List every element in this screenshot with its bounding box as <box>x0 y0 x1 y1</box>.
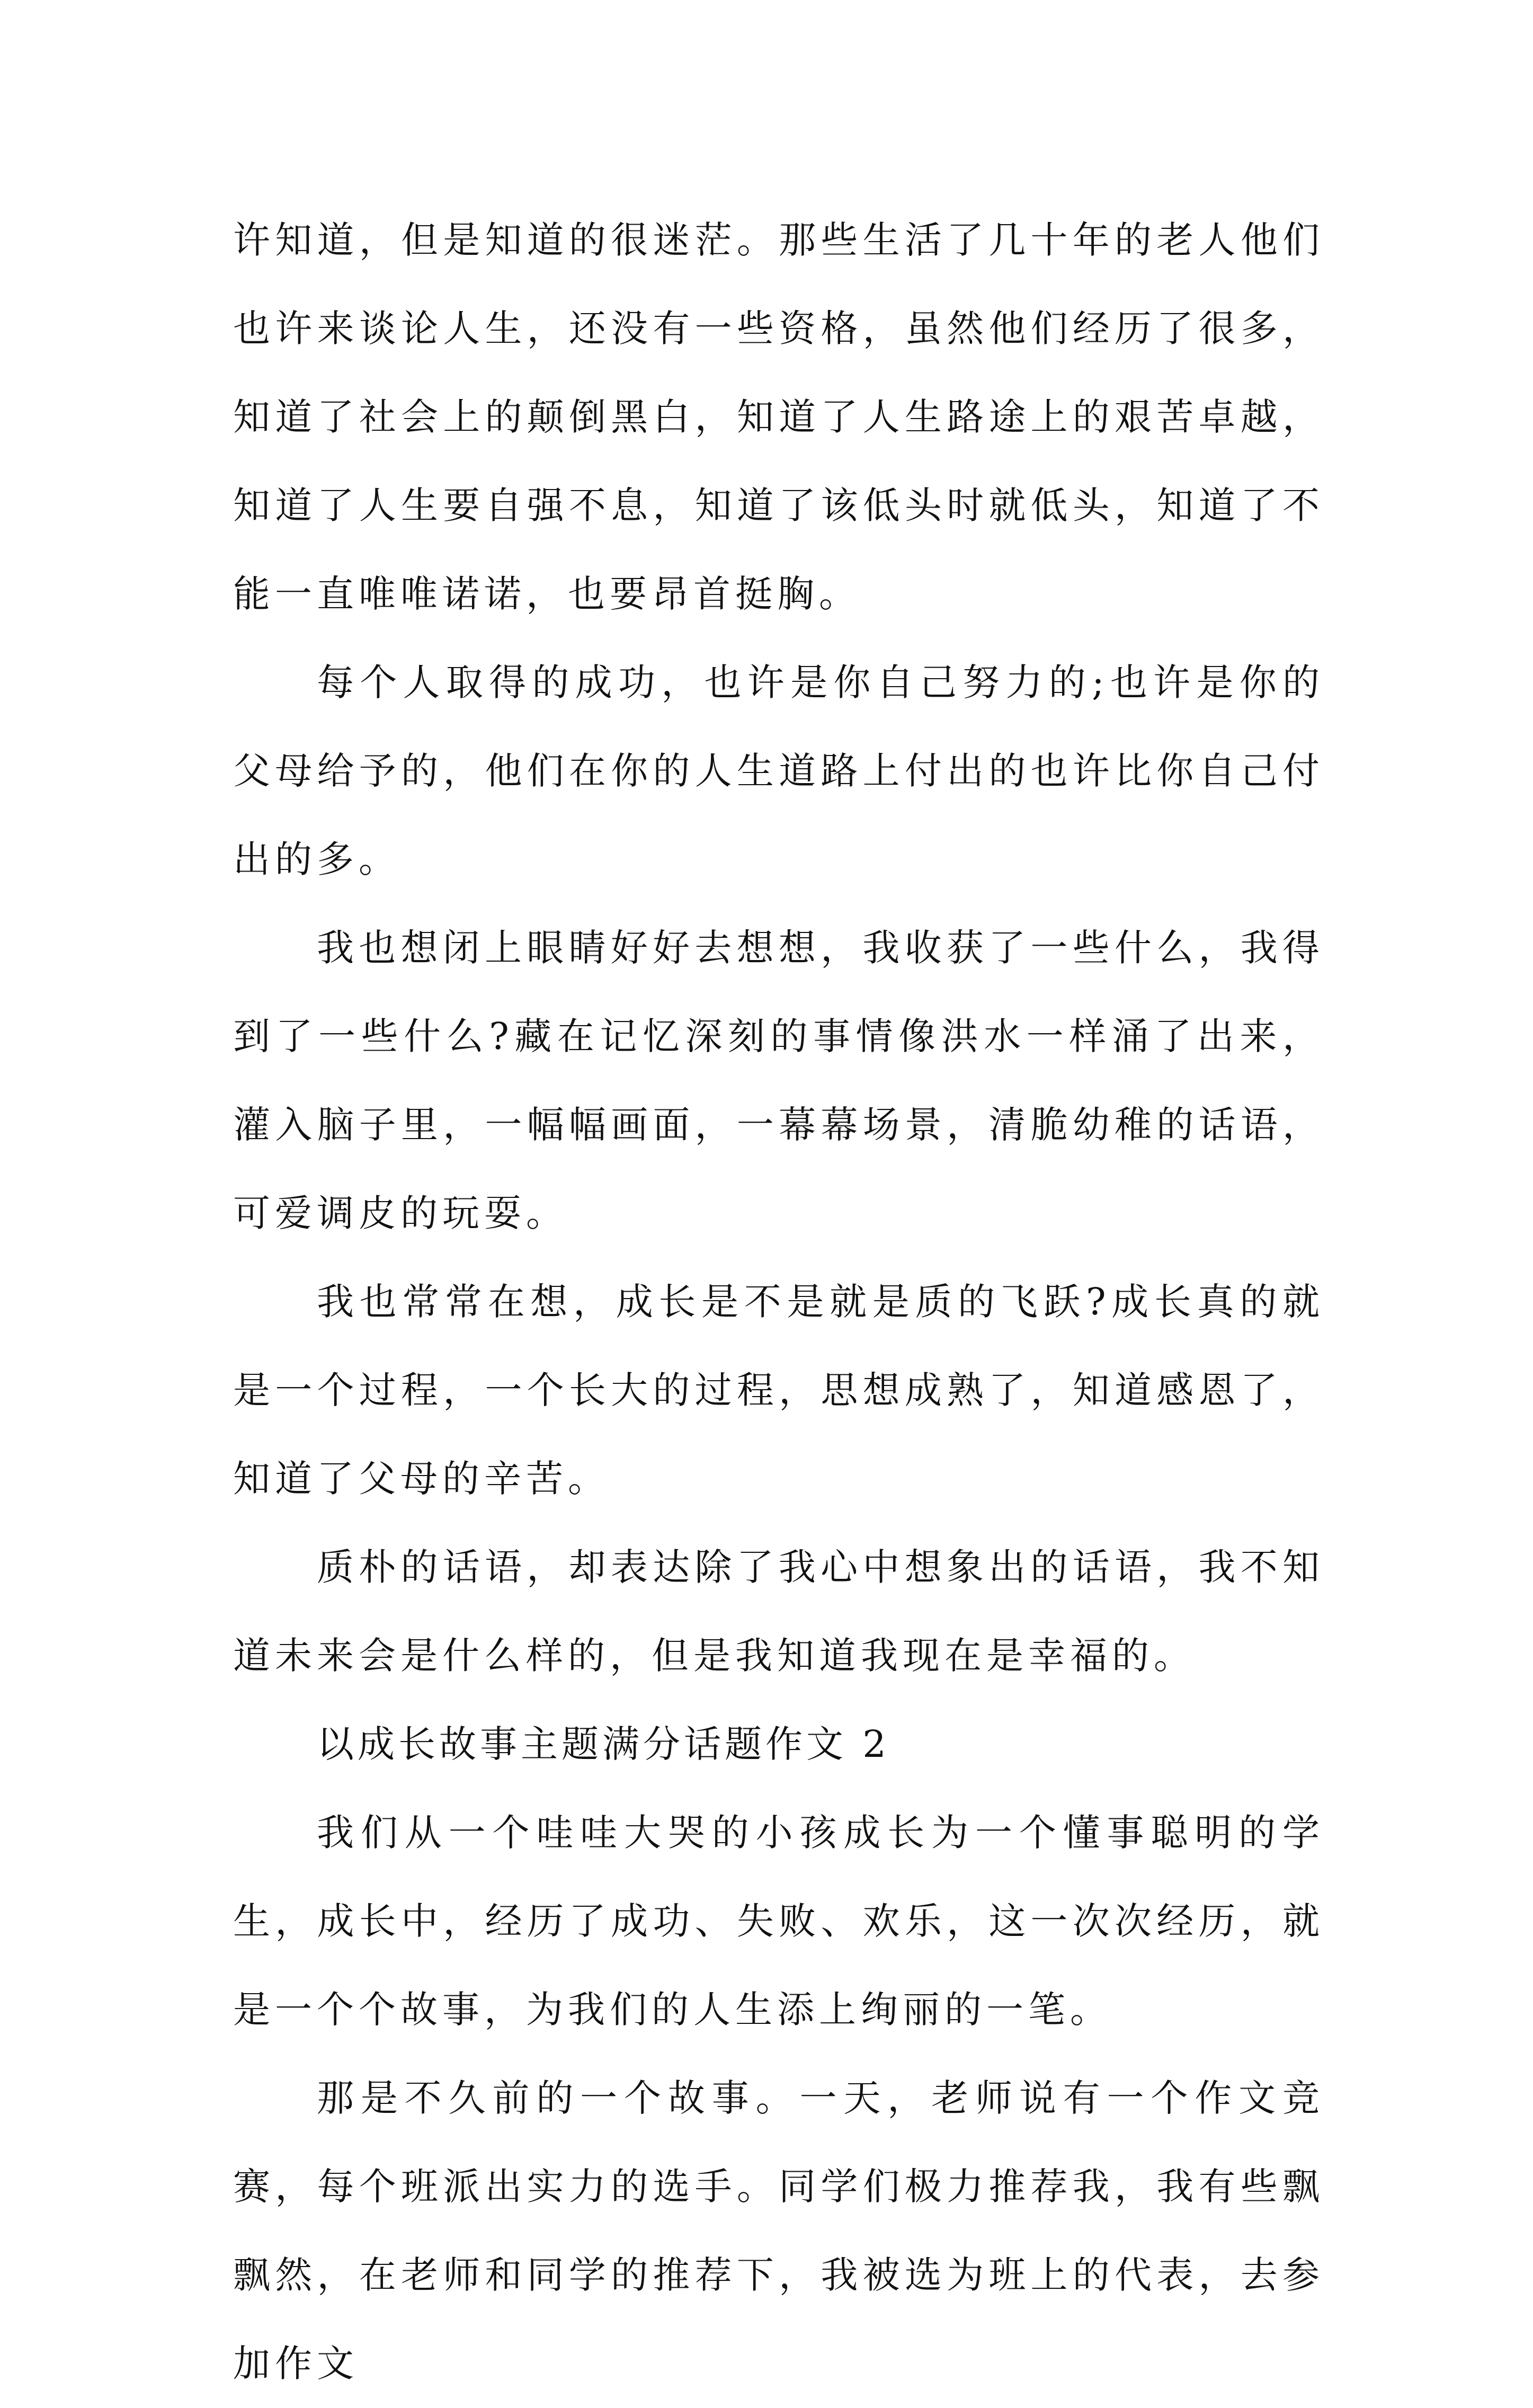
paragraph: 质朴的话语，却表达除了我心中想象出的话语，我不知道未来会是什么样的，但是我知道我现在是幸福的。 <box>233 1545 1324 1677</box>
paragraph: 我也想闭上眼睛好好去想想，我收获了一些什么，我得到了一些什么?藏在记忆深刻的事情像洪水一样涌了出来，灌入脑子里，一幅幅画面，一幕幕场景，清脆幼稚的话语，可爱调皮的玩耍。 <box>233 926 1324 1235</box>
paragraph: 每个人取得的成功，也许是你自己努力的;也许是你的父母给予的，他们在你的人生道路上付出的也许比你自己付出的多。 <box>233 661 1324 881</box>
paragraph: 许知道，但是知道的很迷茫。那些生活了几十年的老人他们也许来谈论人生，还没有一些资格，虽然他们经历了很多，知道了社会上的颠倒黑白，知道了人生路途上的艰苦卓越，知道了人生要自强不息，知道了该低头时就低头，知道了不能一直唯唯诺诺，也要昂首挺胸。 <box>233 218 1324 616</box>
body-text <box>233 196 1324 2408</box>
paragraph: 我也常常在想，成长是不是就是质的飞跃?成长真的就是一个过程，一个长大的过程，思想成熟了，知道感恩了，知道了父母的辛苦。 <box>233 1280 1324 1500</box>
section-heading: 以成长故事主题满分话题作文 2 <box>317 1722 890 1766</box>
paragraph: 我们从一个哇哇大哭的小孩成长为一个懂事聪明的学生，成长中，经历了成功、失败、欢乐，这一次次经历，就是一个个故事，为我们的人生添上绚丽的一笔。 <box>233 1811 1324 2031</box>
paragraph: 那是不久前的一个故事。一天，老师说有一个作文竞赛，每个班派出实力的选手。同学们极力推荐我，我有些飘飘然，在老师和同学的推荐下，我被选为班上的代表，去参加作文 <box>233 2076 1324 2385</box>
